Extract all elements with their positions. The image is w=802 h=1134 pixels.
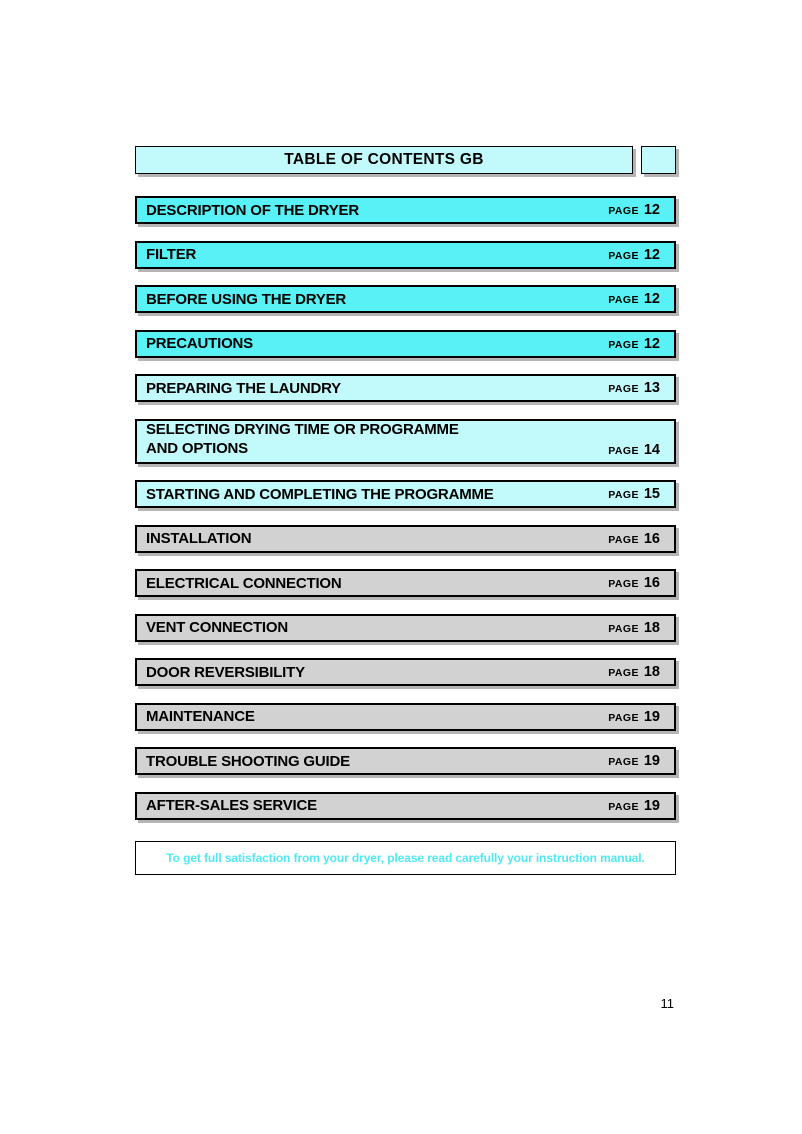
toc-entry-title-line: AND OPTIONS [146, 439, 248, 457]
toc-entry-page [608, 753, 660, 769]
toc-header-title: TABLE OF CONTENTS GB [284, 151, 484, 168]
header-side-box [641, 146, 676, 174]
toc-entry-title-line: STARTING AND COMPLETING THE PROGRAMME [146, 485, 494, 503]
toc-entry-page [608, 620, 660, 636]
page-number: 18 [643, 664, 660, 680]
page-number: 15 [643, 486, 660, 502]
toc-entry [135, 241, 676, 269]
page-label: PAGE [608, 205, 639, 217]
page-label: PAGE [608, 444, 639, 457]
toc-entry-title-line: DOOR REVERSIBILITY [146, 663, 305, 681]
toc-entry-title [146, 618, 288, 637]
toc-entry-title [146, 796, 317, 815]
toc-entry [135, 703, 676, 731]
toc-entry [135, 658, 676, 686]
toc-entry [135, 196, 676, 224]
toc-entry [135, 614, 676, 642]
toc-entry-title-line: BEFORE USING THE DRYER [146, 290, 347, 308]
toc-entry-title-line: VENT CONNECTION [146, 619, 289, 636]
toc-entry-title [146, 529, 251, 548]
page-number: 19 [643, 797, 660, 814]
toc-entry-page [608, 664, 660, 680]
toc-entry [135, 285, 676, 313]
toc-entry [135, 569, 676, 597]
page-number: 16 [643, 575, 660, 591]
page-label: PAGE [608, 533, 639, 546]
toc-entry-page [608, 336, 660, 352]
toc-entry [135, 792, 676, 820]
page-label: PAGE [608, 338, 639, 351]
toc-header-bar [135, 146, 633, 174]
footer-note-text: To get full satisfaction from your dryer, please read carefully your instruction manual. [166, 850, 645, 865]
toc-entry-page [608, 575, 660, 591]
toc-entry [135, 419, 676, 464]
page-label: PAGE [608, 383, 639, 395]
page-number: 19 [643, 753, 660, 769]
toc-entry-title [146, 752, 350, 771]
page-number: 12 [643, 335, 660, 352]
page-number: 18 [643, 619, 660, 636]
toc-entry-page [608, 442, 660, 458]
toc-entry-title [146, 485, 494, 504]
toc-list [135, 196, 676, 820]
toc-entry-title [146, 663, 305, 682]
page-folio: 11 [660, 996, 674, 1011]
page-label: PAGE [608, 711, 639, 724]
page-label: PAGE [608, 294, 639, 306]
toc-entry [135, 747, 676, 775]
toc-entry-page [608, 531, 660, 547]
toc-content [135, 146, 676, 875]
toc-entry-page [608, 291, 660, 307]
toc-entry-title-line: INSTALLATION [146, 530, 252, 547]
toc-entry-page [608, 380, 660, 396]
toc-entry-title-line: MAINTENANCE [146, 708, 255, 725]
toc-entry [135, 330, 676, 358]
page-number: 12 [643, 202, 660, 218]
page-number: 13 [643, 380, 660, 396]
toc-entry-title [146, 290, 346, 309]
page-label: PAGE [608, 249, 639, 262]
toc-entry [135, 480, 676, 508]
page-number: 19 [643, 708, 660, 725]
toc-entry-page [608, 247, 660, 263]
page-label: PAGE [608, 756, 639, 768]
toc-entry-title [146, 245, 196, 264]
toc-entry-title-line: PRECAUTIONS [146, 335, 253, 352]
page-number: 12 [643, 291, 660, 307]
toc-entry-page [608, 798, 660, 814]
toc-entry-title [146, 201, 359, 220]
toc-header-row [135, 146, 676, 174]
toc-entry-title-line: PREPARING THE LAUNDRY [146, 379, 341, 397]
toc-entry-page [608, 202, 660, 218]
page-label: PAGE [608, 578, 639, 590]
toc-entry [135, 525, 676, 553]
toc-entry-title-line: SELECTING DRYING TIME OR PROGRAMME [146, 420, 459, 438]
toc-entry-page [608, 486, 660, 502]
footer-note-box [135, 841, 676, 875]
toc-entry-title [146, 379, 341, 398]
toc-entry-page [608, 709, 660, 725]
toc-entry-title [146, 707, 255, 726]
toc-entry-title [146, 574, 342, 593]
toc-entry-title [146, 420, 459, 458]
toc-entry-title-line: FILTER [146, 246, 197, 263]
toc-entry-title-line: TROUBLE SHOOTING GUIDE [146, 752, 350, 770]
page-number: 12 [643, 246, 660, 263]
toc-entry-title-line: DESCRIPTION OF THE DRYER [146, 201, 359, 219]
page-number: 16 [643, 530, 660, 547]
page-label: PAGE [608, 622, 639, 635]
toc-entry [135, 374, 676, 402]
toc-entry-title-line: ELECTRICAL CONNECTION [146, 574, 342, 592]
page-label: PAGE [608, 489, 639, 501]
page-label: PAGE [608, 800, 639, 813]
page-label: PAGE [608, 667, 639, 679]
toc-entry-title-line: AFTER-SALES SERVICE [146, 797, 317, 814]
page-number: 14 [643, 441, 660, 458]
toc-entry-title [146, 334, 253, 353]
